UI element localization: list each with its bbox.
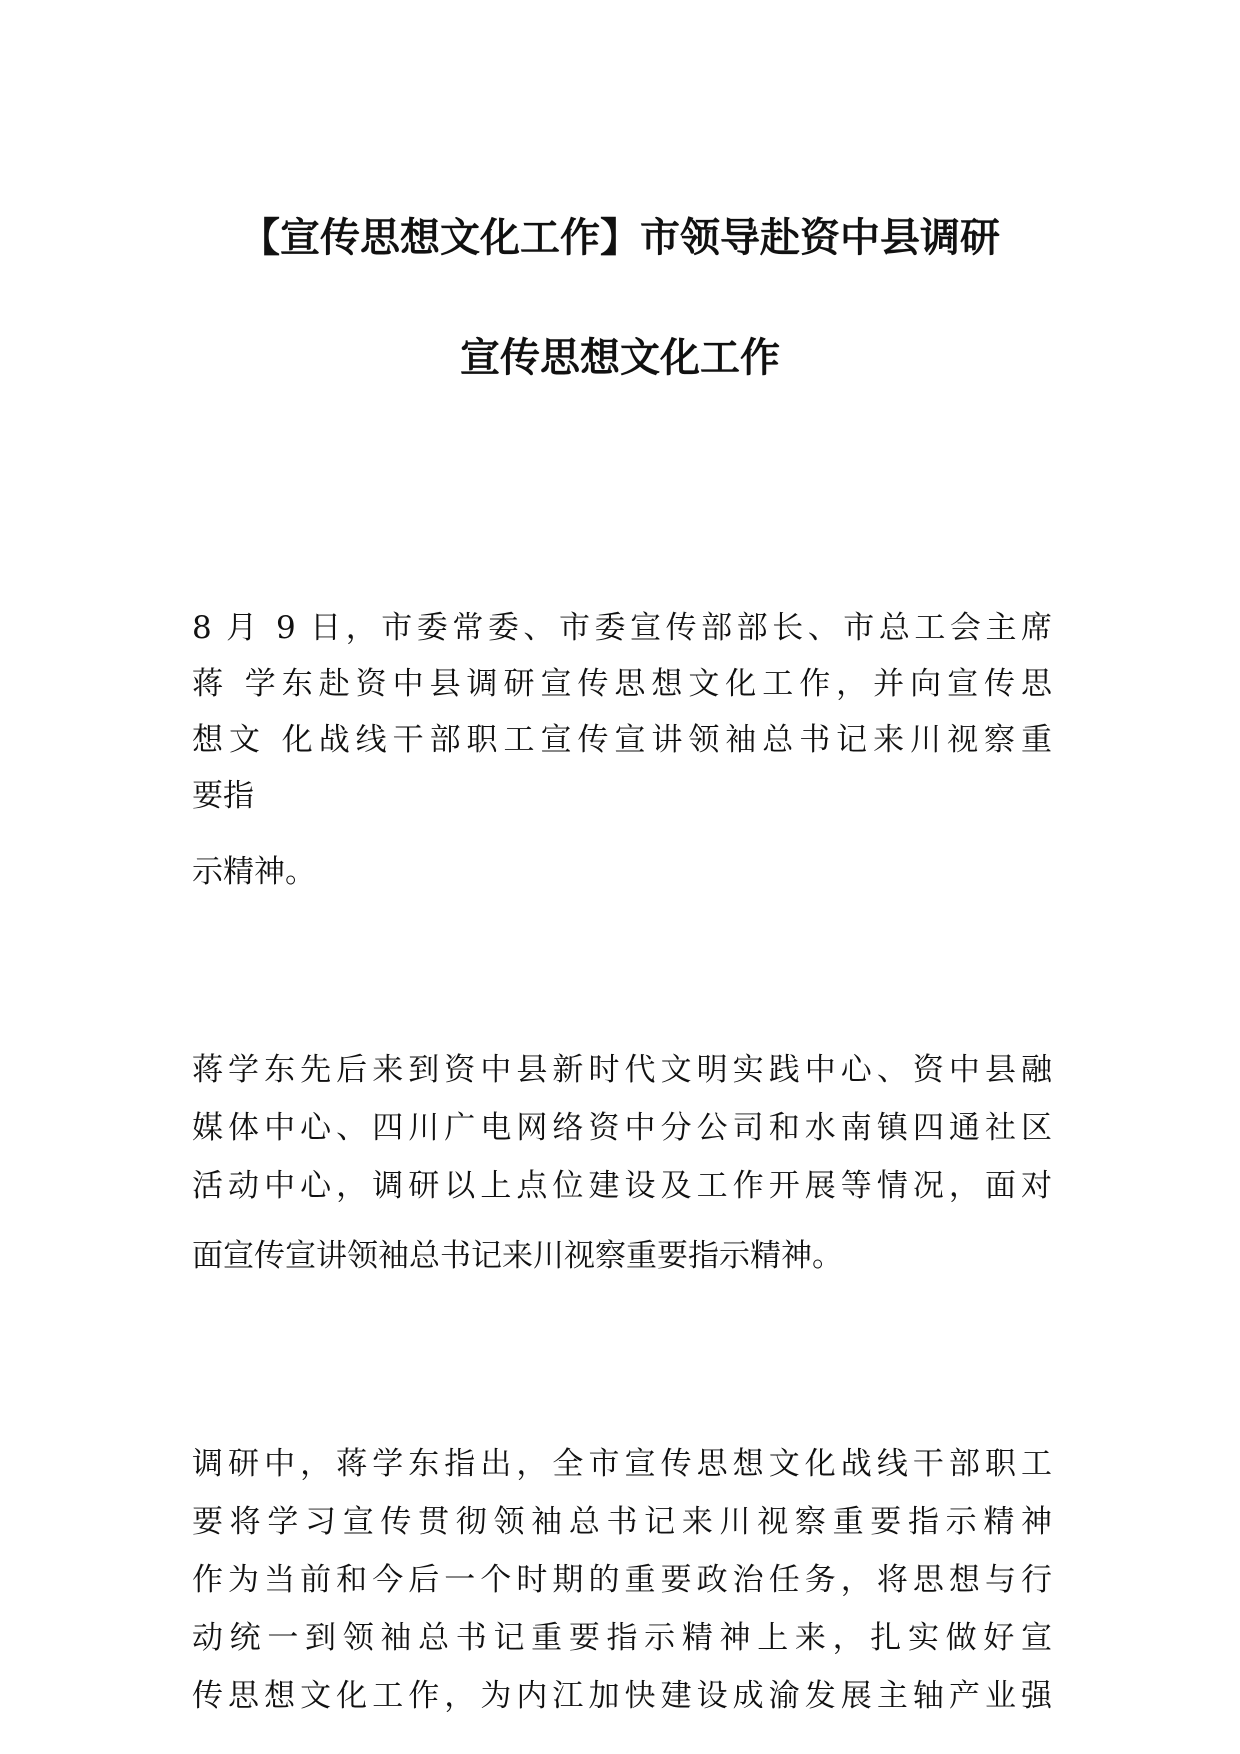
paragraph-2-line-1: 示精神。 — [192, 854, 316, 890]
paragraph-4-line-4: 动统一到领袖总书记重要指示精神上来，扎实做好宣 — [192, 1620, 1052, 1656]
document-title-line-2: 宣传思想文化工作 — [460, 335, 780, 381]
paragraph-4-line-3: 作为当前和今后一个时期的重要政治任务，将思想与行 — [192, 1562, 1052, 1598]
paragraph-4-line-1: 调研中，蒋学东指出，全市宣传思想文化战线干部职工 — [192, 1446, 1052, 1482]
paragraph-1-line-4: 要指 — [192, 778, 254, 814]
paragraph-4-line-5: 传思想文化工作，为内江加快建设成渝发展主轴产业强 — [192, 1678, 1052, 1714]
paragraph-3-line-3: 活动中心，调研以上点位建设及工作开展等情况，面对 — [192, 1168, 1052, 1204]
paragraph-3-line-2: 媒体中心、四川广电网络资中分公司和水南镇四通社区 — [192, 1110, 1052, 1146]
paragraph-4-line-2: 要将学习宣传贯彻领袖总书记来川视察重要指示精神 — [192, 1504, 1052, 1540]
document-title-line-1: 【宣传思想文化工作】市领导赴资中县调研 — [240, 215, 1000, 261]
paragraph-1-line-3: 想文 化战线干部职工宣传宣讲领袖总书记来川视察重 — [192, 722, 1052, 758]
paragraph-3-line-4: 面宣传宣讲领袖总书记来川视察重要指示精神。 — [192, 1238, 843, 1274]
paragraph-1-line-2: 蒋 学东赴资中县调研宣传思想文化工作，并向宣传思 — [192, 666, 1052, 702]
paragraph-3-line-1: 蒋学东先后来到资中县新时代文明实践中心、资中县融 — [192, 1052, 1052, 1088]
paragraph-1-line-1: 8 月 9 日，市委常委、市委宣传部部长、市总工会主席 — [192, 610, 1052, 646]
